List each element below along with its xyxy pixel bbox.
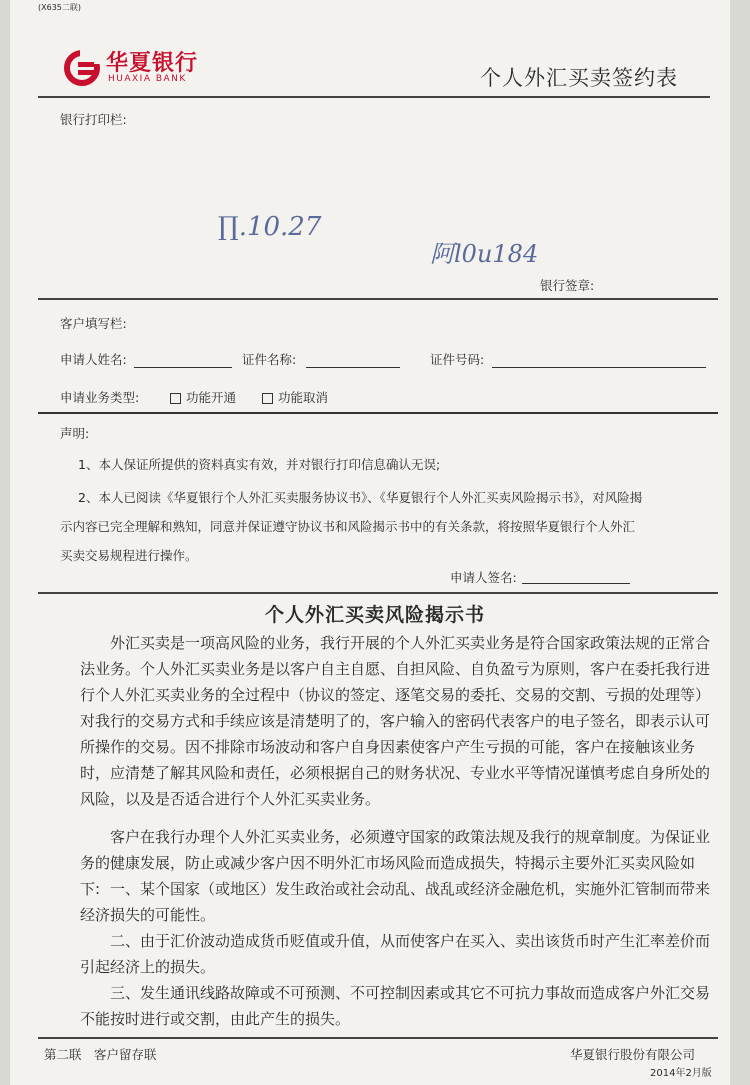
bank-section-rule [38,298,718,300]
form-code: (X635二联) [38,3,81,12]
applicant-name-label: 申请人姓名: [60,352,127,367]
open-checkbox[interactable] [170,393,181,404]
declaration-item-2-line-2: 示内容已完全理解和熟知，同意并保证遵守协议书和风险揭示书中的有关条款，将按照华夏银行个人外汇 [60,519,636,534]
option-cancel[interactable] [262,388,328,406]
applicant-name-field[interactable] [134,367,232,368]
header-rule [38,96,710,98]
option-open-label: 功能开通 [186,390,237,405]
customer-section-label: 客户填写栏: [60,316,127,331]
option-cancel-label: 功能取消 [278,390,329,405]
form-title: 个人外汇买卖签约表 [480,66,678,90]
logo-chinese-name: 华夏银行 [106,51,199,76]
risk-title: 个人外汇买卖风险揭示书 [265,604,486,626]
risk-paragraph-1 [80,630,710,812]
risk-paragraph-5 [80,980,710,1032]
footer-rule [38,1037,718,1039]
service-type-label: 申请业务类型: [60,390,140,405]
declaration-rule [38,592,718,594]
signature-label: 申请人签名: [450,570,517,585]
company-name: 华夏银行股份有限公司 [570,1047,696,1062]
logo-english-name: HUAXIA BANK [108,74,187,84]
customer-section-rule [38,412,718,414]
risk-paragraph-5-text: 三、发生通讯线路故障或不可预测、不可控制因素或其它不可抗力事故而造成客户外汇交易不能按时进行或交割，由此产生的损失。 [80,984,711,1028]
bank-seal-label: 银行签章: [540,278,595,293]
risk-paragraph-4 [80,928,710,980]
risk-paragraph-1-text: 外汇买卖是一项高风险的业务，我行开展的个人外汇买卖业务是符合国家政策法规的正常合法业务。个人外汇买卖业务是以客户自主自愿、自担风险、自负盈亏为原则，客户在委托我行进行个人外汇买卖业务的全过程中（协议的签定、逐笔交易的委托、交易的交割、亏损的处理等）对我行的交易方式和手续应该是清楚明了的，客户输入的密码代表客户的电子签名，即表示认可所操作的交易。因不排除市场波动和客户自身因素使客户产生亏损的可能，客户在接触该业务时，应清楚了解其风险和责任，必须根据自己的财务状况、专业水平等情况谨慎考虑自身所处的风险，以及是否适合进行个人外汇买卖业务。 [80,634,711,808]
declaration-item-2-line-1: 2、本人已阅读《华夏银行个人外汇买卖服务协议书》、《华夏银行个人外汇买卖风险揭示书》，对风险揭 [78,490,643,505]
bank-logo [62,46,262,92]
declaration-item-2-line-3: 买卖交易规程进行操作。 [60,548,198,563]
declaration-item-1: 1、本人保证所提供的资料真实有效，并对银行打印信息确认无误; [78,457,441,472]
risk-paragraph-3-text: 一、某个国家（或地区）发生政治或社会动乱、战乱或经济金融危机，实施外汇管制而带来经济损失的可能性。 [80,880,711,924]
copy-label: 第二联 客户留存联 [44,1047,157,1062]
risk-paragraph-3 [80,876,710,928]
option-open[interactable] [170,388,236,406]
signature-field[interactable] [522,583,630,584]
handwritten-date: ∏.10.27 [218,212,322,242]
id-number-label: 证件号码: [430,352,485,367]
risk-paragraph-4-text: 二、由于汇价波动造成货币贬值或升值，从而使客户在买入、卖出该货币时产生汇率差价而引起经济上的损失。 [80,932,711,976]
risk-paragraph-2-text: 客户在我行办理个人外汇买卖业务，必须遵守国家的政策法规及我行的规章制度。为保证业务的健康发展，防止或减少客户因不明外汇市场风险而造成损失，特揭示主要外汇买卖风险如下: [80,828,711,898]
bank-print-label: 银行打印栏: [60,112,127,127]
id-type-label: 证件名称: [242,352,297,367]
id-number-field[interactable] [492,367,706,368]
id-type-field[interactable] [306,367,400,368]
bank-logo-icon [62,48,102,88]
edition-label: 2014年2月版 [650,1068,712,1079]
cancel-checkbox[interactable] [262,393,273,404]
form-page [10,0,730,1085]
declaration-label: 声明: [60,426,90,441]
handwritten-number: 阿l0u184 [430,240,539,268]
